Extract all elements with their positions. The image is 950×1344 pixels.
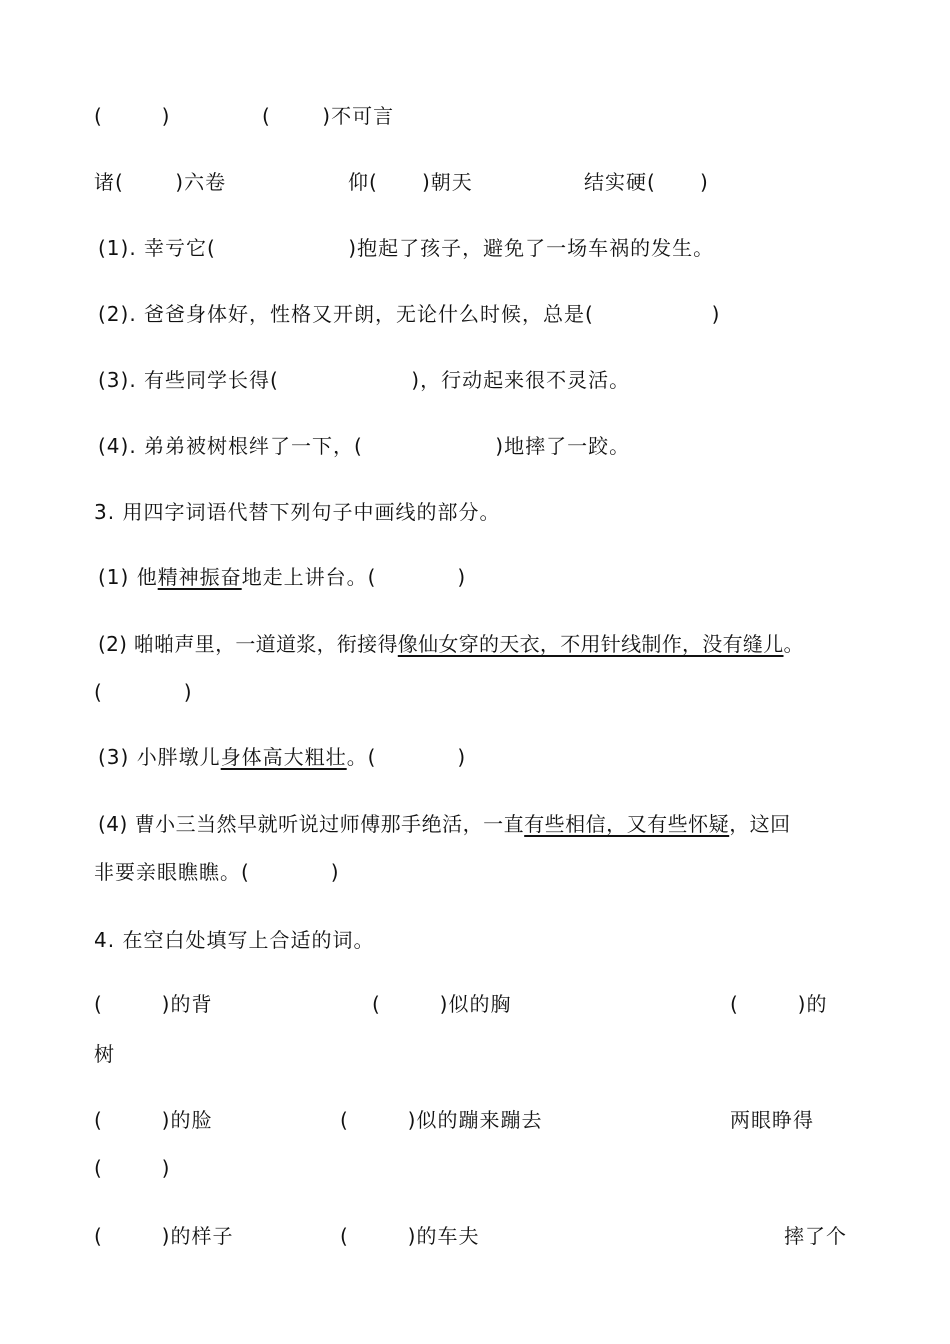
q3-s3-post: 。( ) bbox=[346, 745, 467, 769]
sentence-3: (3). 有些同学长得( )，行动起来很不灵活。 bbox=[98, 368, 631, 392]
q4-r1-b: ( )似的胸 bbox=[372, 992, 512, 1016]
q3-s1-post: 地走上讲台。( ) bbox=[241, 565, 467, 589]
row2-item-a: 诸( )六卷 bbox=[94, 170, 227, 194]
q3-s2-blank: ( ) bbox=[94, 680, 193, 704]
row2-item-c: 结实硬( ) bbox=[584, 170, 709, 194]
q4-r1-c: ( )的 bbox=[730, 992, 828, 1016]
q3-sentence-4 bbox=[98, 812, 791, 836]
sentence-2: (2). 爸爸身体好，性格又开朗，无论什么时候，总是( ) bbox=[98, 302, 721, 326]
q4-r3-c: 摔了个 bbox=[784, 1224, 847, 1248]
q4-r3-b: ( )的车夫 bbox=[340, 1224, 480, 1248]
q3-s4-pre: (4) 曹小三当然早就听说过师傅那手绝活，一直 bbox=[98, 812, 525, 836]
sentence-4: (4). 弟弟被树根绊了一下，( )地摔了一跤。 bbox=[98, 434, 631, 458]
question-4-title: 4. 在空白处填写上合适的词。 bbox=[94, 928, 375, 952]
q4-r2-c: 两眼睁得 bbox=[730, 1108, 814, 1132]
q3-sentence-1 bbox=[98, 565, 466, 589]
q3-s2-pre: (2) 啪啪声里，一道道浆，衔接得 bbox=[98, 632, 398, 656]
q4-r1-a: ( )的背 bbox=[94, 992, 213, 1016]
q3-s4-post: ，这回 bbox=[729, 812, 791, 836]
q3-sentence-3 bbox=[98, 745, 466, 769]
q3-s2-post: 。 bbox=[783, 632, 804, 656]
row1-item-b: ( )不可言 bbox=[262, 104, 395, 128]
q3-s2-underlined: 像仙女穿的天衣，不用针线制作，没有缝儿 bbox=[397, 632, 784, 656]
q3-s3-pre: (3) 小胖墩儿 bbox=[98, 745, 221, 769]
q3-s1-underlined: 精神振奋 bbox=[157, 565, 242, 589]
q4-r2-c2: ( ) bbox=[94, 1156, 171, 1180]
q3-s4-line2: 非要亲眼瞧瞧。( ) bbox=[94, 860, 340, 884]
row2-item-b: 仰( )朝天 bbox=[348, 170, 473, 194]
q3-s1-pre: (1) 他 bbox=[98, 565, 158, 589]
question-3-title: 3. 用四字词语代替下列句子中画线的部分。 bbox=[94, 500, 501, 524]
q4-r3-a: ( )的样子 bbox=[94, 1224, 234, 1248]
row1-blank-a: ( ) bbox=[94, 104, 171, 128]
q4-r2-b: ( )似的蹦来蹦去 bbox=[340, 1108, 543, 1132]
sentence-1: (1). 幸亏它( )抱起了孩子，避免了一场车祸的发生。 bbox=[98, 236, 715, 260]
q4-r2-a: ( )的脸 bbox=[94, 1108, 213, 1132]
q4-r1-c2: 树 bbox=[94, 1042, 115, 1066]
q3-sentence-2 bbox=[98, 632, 804, 656]
q3-s3-underlined: 身体高大粗壮 bbox=[220, 745, 347, 769]
q3-s4-underlined: 有些相信，又有些怀疑 bbox=[524, 812, 730, 836]
